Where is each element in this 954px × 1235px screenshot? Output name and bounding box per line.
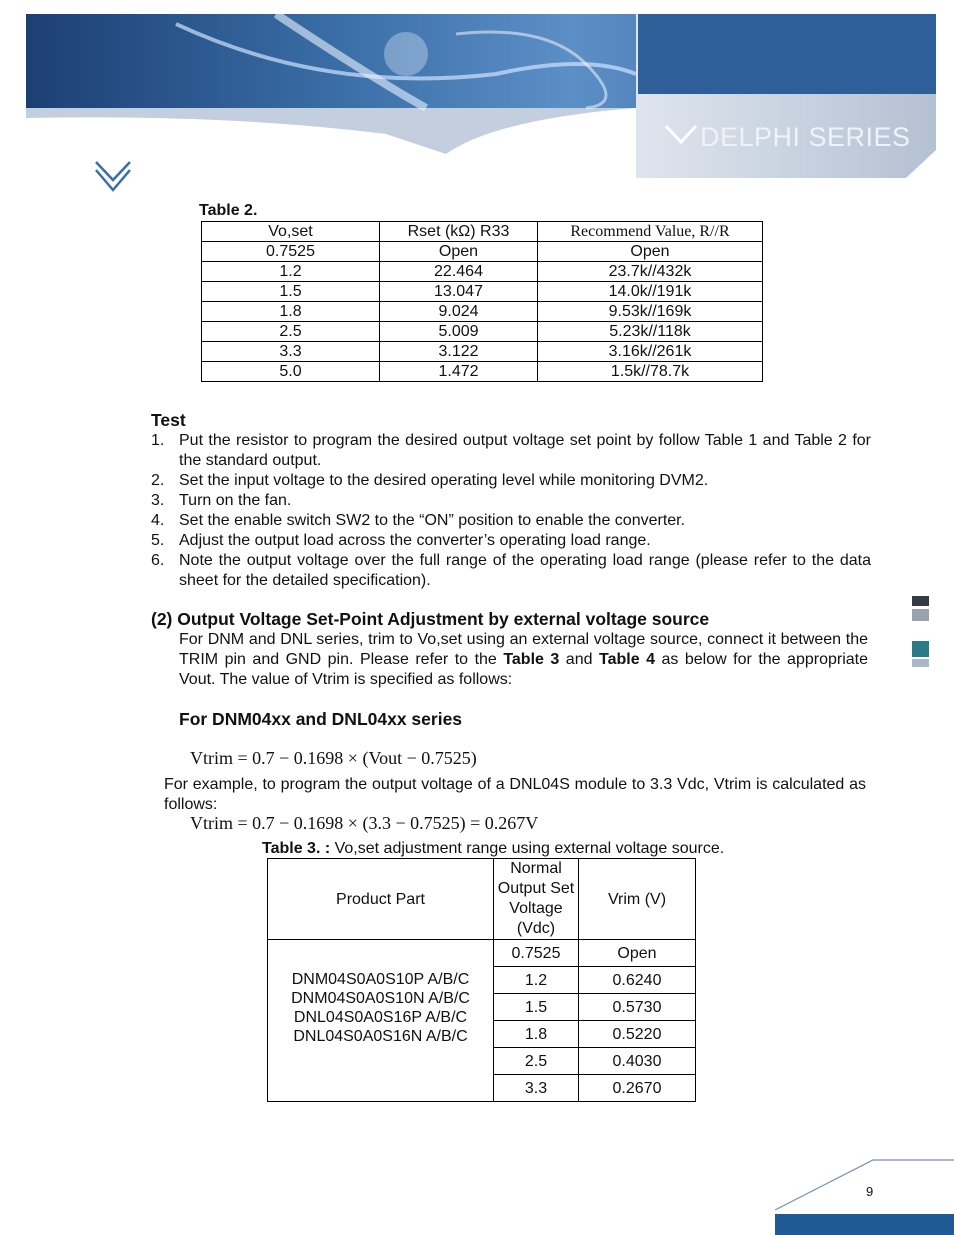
table3-reference: Table 3 [503, 651, 560, 668]
delphi-chevron-icon [94, 158, 132, 194]
list-text: Turn on the fan. [179, 492, 292, 509]
table-cell: 13.047 [380, 282, 538, 302]
table-cell: 22.464 [380, 262, 538, 282]
list-item [151, 531, 871, 551]
header-cell: Normal Output Set Voltage (Vdc) [494, 859, 579, 940]
product-part: DNL04S0A0S16N A/B/C [293, 1028, 468, 1045]
table-header-row [202, 222, 763, 242]
header-cell: Vo,set [202, 222, 380, 242]
list-item [151, 431, 871, 471]
table-cell: 0.5220 [579, 1021, 696, 1048]
list-number: 1. [151, 432, 165, 449]
list-text: Set the input voltage to the desired operating level while monitoring DVM2. [179, 472, 709, 489]
paragraph-text: and [559, 651, 599, 668]
table-cell: 5.0 [202, 362, 380, 382]
list-number: 3. [151, 492, 165, 509]
caption-label: Table 3. : [262, 840, 331, 857]
table-cell: 1.5 [494, 994, 579, 1021]
product-part: DNM04S0A0S10P A/B/C [291, 971, 470, 988]
product-part: DNM04S0A0S10N A/B/C [291, 990, 470, 1007]
table-cell: 0.4030 [579, 1048, 696, 1075]
table-cell: 0.7525 [202, 242, 380, 262]
table3-caption [262, 840, 724, 858]
table-cell: 23.7k//432k [538, 262, 763, 282]
table-row [202, 342, 763, 362]
list-item [151, 471, 871, 491]
table3 [267, 858, 696, 1102]
table-cell: 1.5k//78.7k [538, 362, 763, 382]
side-tab-dark [912, 596, 929, 606]
table-row [202, 242, 763, 262]
list-number: 6. [151, 552, 165, 569]
table-cell: Open [579, 940, 696, 967]
table-cell: 3.16k//261k [538, 342, 763, 362]
brand-title: DELPHI SERIES [700, 122, 911, 152]
table-cell: 1.5 [202, 282, 380, 302]
series-heading: For DNM04xx and DNL04xx series [179, 709, 463, 729]
table-cell: 0.6240 [579, 967, 696, 994]
table-cell: 9.53k//169k [538, 302, 763, 322]
header-cell: Rset (kΩ) R33 [380, 222, 538, 242]
product-part: DNL04S0A0S16P A/B/C [293, 1009, 468, 1026]
table-row [268, 940, 696, 967]
section-paragraph [179, 630, 868, 690]
list-number: 5. [151, 532, 165, 549]
vtrim-formula: Vtrim = 0.7 − 0.1698 × (Vout − 0.7525) [190, 748, 477, 768]
list-item [151, 491, 871, 511]
table2-caption: Table 2. [199, 202, 258, 219]
table-cell: 5.009 [380, 322, 538, 342]
side-tab-teal [912, 641, 929, 657]
page-number: 9 [866, 1184, 874, 1199]
table-cell: 3.3 [494, 1075, 579, 1102]
table-cell: 9.024 [380, 302, 538, 322]
list-text: Put the resistor to program the desired output voltage set point by follow Table 1 and Table 2 for the standard output. [179, 432, 871, 469]
table-cell: 1.2 [202, 262, 380, 282]
table2 [201, 221, 763, 382]
table-cell: 1.2 [494, 967, 579, 994]
table-cell: 3.3 [202, 342, 380, 362]
table-header-row [268, 859, 696, 940]
header-banner [26, 14, 936, 178]
table-cell: 0.5730 [579, 994, 696, 1021]
vtrim-example-formula: Vtrim = 0.7 − 0.1698 × (3.3 − 0.7525) = 0.267V [190, 813, 539, 833]
table-row [202, 322, 763, 342]
caption-text: Vo,set adjustment range using external voltage source. [330, 840, 725, 857]
table-cell: 14.0k//191k [538, 282, 763, 302]
table-cell: 1.8 [494, 1021, 579, 1048]
table-cell: 5.23k//118k [538, 322, 763, 342]
table-cell: 0.2670 [579, 1075, 696, 1102]
header-cell: Vrim (V) [579, 859, 696, 940]
table-row [202, 362, 763, 382]
list-text: Adjust the output load across the converter’s operating load range. [179, 532, 651, 549]
test-steps-list [151, 431, 871, 591]
table-cell: 1.472 [380, 362, 538, 382]
table4-reference: Table 4 [599, 651, 655, 668]
list-text: Set the enable switch SW2 to the “ON” position to enable the converter. [179, 512, 686, 529]
product-part-cell [268, 940, 494, 1102]
table-cell: 1.8 [202, 302, 380, 322]
table-cell: 2.5 [202, 322, 380, 342]
example-paragraph: For example, to program the output voltage of a DNL04S module to 3.3 Vdc, Vtrim is calculated as follows: [164, 776, 866, 813]
section-heading: (2) Output Voltage Set-Point Adjustment by external voltage source [151, 609, 710, 629]
paragraph-text: For DNM and DNL series, trim to Vo,set using an external voltage source, connect it between the TRIM pin and GND pin. Please refer to the [179, 631, 868, 668]
table-cell: 3.122 [380, 342, 538, 362]
header-cell: Recommend Value, R//R [538, 222, 763, 242]
list-item [151, 551, 871, 591]
table-row [202, 302, 763, 322]
test-heading: Test [151, 410, 186, 430]
list-number: 2. [151, 472, 165, 489]
list-number: 4. [151, 512, 165, 529]
side-tab-grey [912, 609, 929, 621]
table-cell: 0.7525 [494, 940, 579, 967]
table-row [202, 262, 763, 282]
table-cell: 2.5 [494, 1048, 579, 1075]
footer-decoration [775, 1158, 954, 1235]
list-item [151, 511, 871, 531]
table-cell: Open [538, 242, 763, 262]
header-cell: Product Part [268, 859, 494, 940]
list-text: Note the output voltage over the full range of the operating load range (please refer to the data sheet for the detailed specification). [179, 552, 871, 589]
table-row [202, 282, 763, 302]
paragraph-text: as below for the appropriate Vout. The value of Vtrim is specified as follows: [179, 651, 869, 688]
table-cell: Open [380, 242, 538, 262]
side-tab-light [912, 659, 929, 667]
